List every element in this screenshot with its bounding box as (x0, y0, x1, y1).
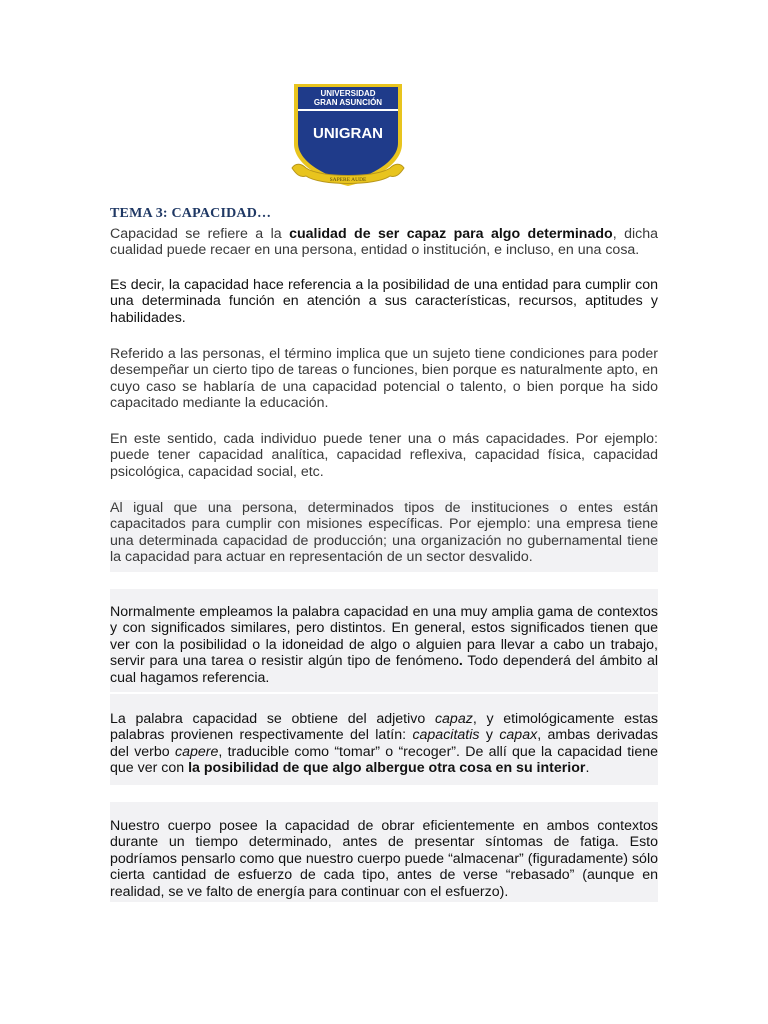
logo-motto: SAPERE AUDE (329, 177, 367, 183)
paragraph-3: Referido a las personas, el término implica que un sujeto tiene condiciones para poder desempeñar un cierto tipo de tareas o funciones, bien porque es naturalmente apto, en cuyo caso se hablaría de una capacidad potencial o talento, o bien porque ha sido capacitado mediante la educación. (110, 346, 658, 412)
paragraph-4: En este sentido, cada individuo puede tener una o más capacidades. Por ejemplo: puede tener capacidad analítica, capacidad reflexiva, capacidad física, capacidad psicológica, capacidad social, etc. (110, 431, 658, 480)
paragraph-1: Capacidad se refiere a la cualidad de ser capaz para algo determinado, dicha cualidad puede recaer en una persona, entidad o institución, e incluso, en una cosa. (110, 226, 658, 259)
paragraph-8: Nuestro cuerpo posee la capacidad de obrar eficientemente en ambos contextos durante un tiempo determinado, antes de presentar síntomas de fatiga. Esto podríamos pensarlo como que nuestro cuerpo puede “almacenar” (figuradamente) sólo cierta cantidad de esfuerzo de cada tipo, antes de verse “rebasado” (aunque en realidad, se ve falto de energía para continuar con el esfuerzo). (110, 802, 658, 902)
logo-line1: UNIVERSIDAD (320, 89, 376, 98)
paragraph-7: La palabra capacidad se obtiene del adjetivo capaz, y etimológicamente estas palabras provienen respectivamente del latín: capacitatis y capax, ambas derivadas del verbo capere, traducible como “tomar” o “recoger”. De allí que la capacidad tiene que ver con la posibilidad de que algo albergue otra cosa en su interior. (110, 694, 658, 785)
logo-brand: UNIGRAN (313, 125, 383, 142)
paragraph-2: Es decir, la capacidad hace referencia a la posibilidad de una entidad para cumplir con una determinada función en atención a sus características, recursos, aptitudes y habilidades. (110, 277, 658, 326)
document-title: TEMA 3: CAPACIDAD… (110, 206, 272, 221)
logo-line2: GRAN ASUNCIÓN (313, 98, 383, 107)
university-logo (290, 82, 406, 194)
paragraph-6: Normalmente empleamos la palabra capacidad en una muy amplia gama de contextos y con significados similares, pero distintos. En general, estos significados tienen que ver con la posibilidad o la idoneidad de algo o alguien para llevar a cabo un trabajo, servir para una tarea o resistir algún tipo de fenómeno. Todo dependerá del ámbito al cual hagamos referencia. (110, 589, 658, 692)
paragraph-5: Al igual que una persona, determinados tipos de instituciones o entes están capacitados para cumplir con misiones específicas. Por ejemplo: una empresa tiene una determinada capacidad de producción; una organización no gubernamental tiene la capacidad para actuar en representación de un sector desvalido. (110, 500, 658, 572)
